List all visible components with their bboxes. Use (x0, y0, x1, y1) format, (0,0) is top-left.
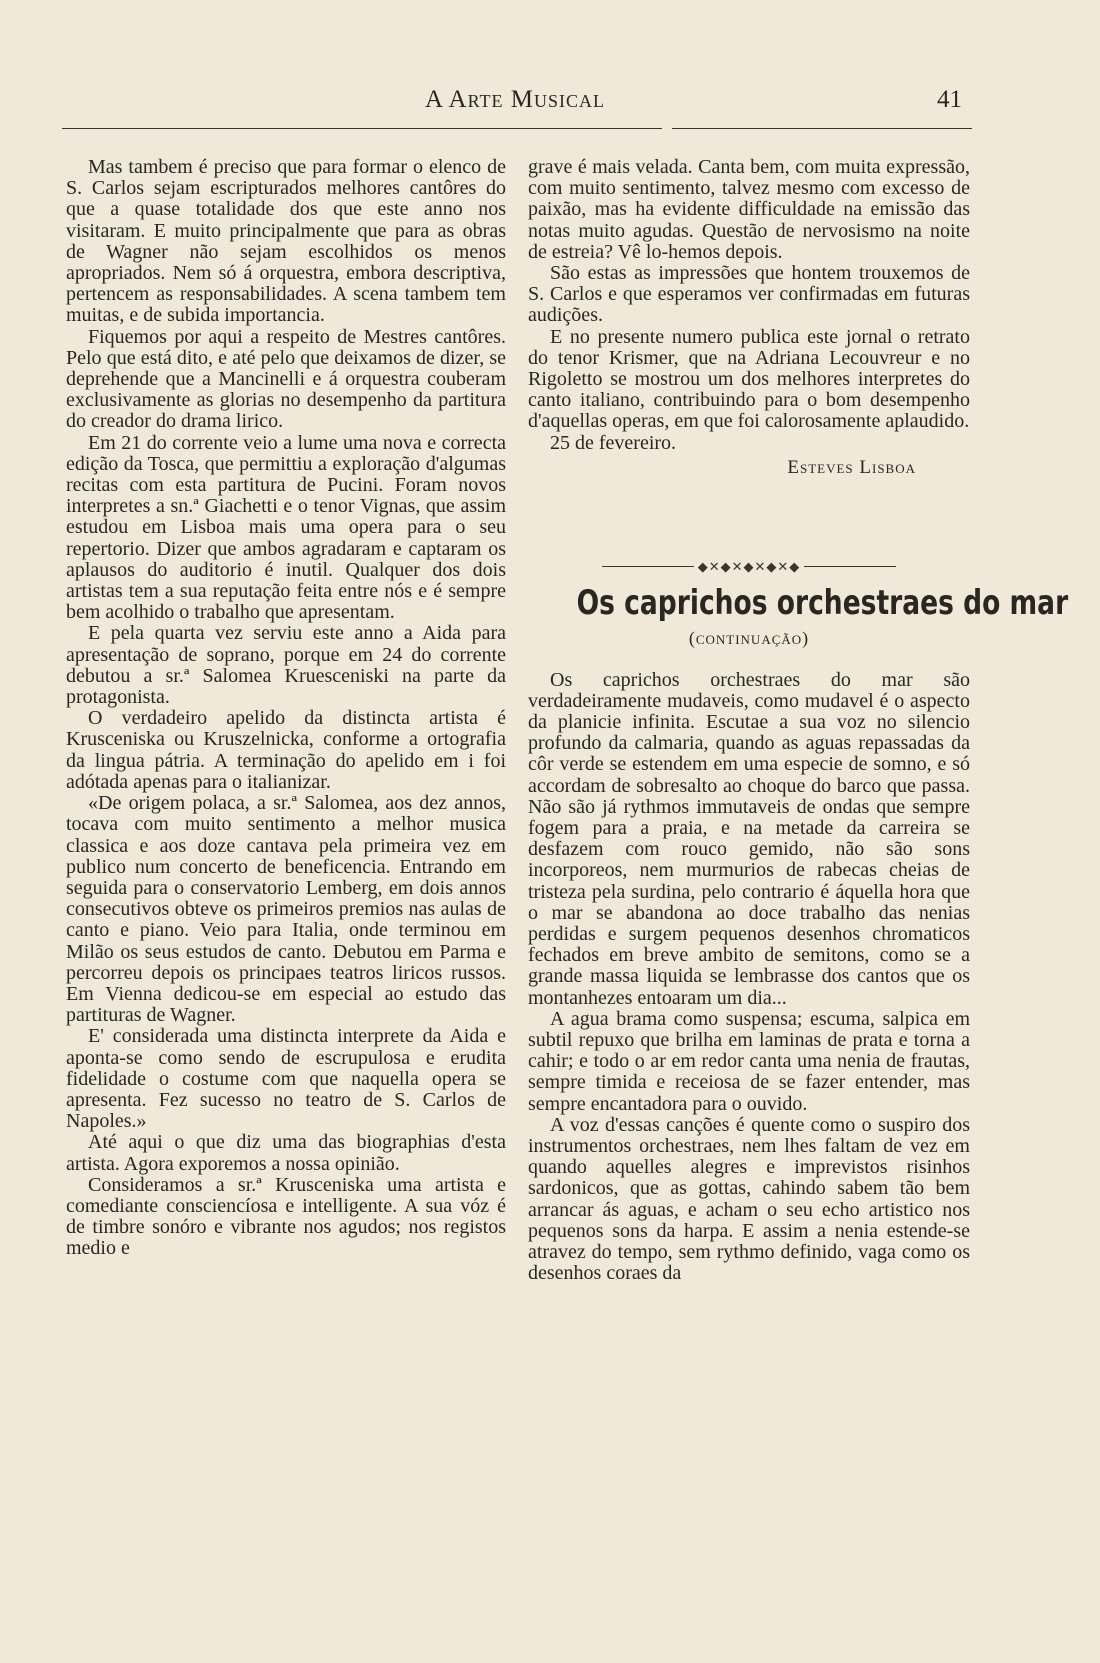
paragraph: E pela quarta vez serviu este anno a Aida para apresentação de soprano, porque em 24 do corrente debutou a sr.ª Salomea Kruesceniski na parte da protagonista. (66, 622, 506, 709)
paragraph: O verdadeiro apelido da distincta artista é Krusceniska ou Kruszelnicka, conforme a ortografia da lingua pátria. A terminação do apelido em i foi adótada apenas para o italianizar. (66, 707, 506, 793)
ornament-line-right (804, 566, 896, 567)
article-subtitle: (continuação) (688, 628, 810, 649)
page-number: 41 (937, 86, 962, 113)
paragraph: Até aqui o que diz uma das biographias d'esta artista. Agora exporemos a nossa opinião. (66, 1131, 506, 1175)
paragraph: A agua brama como suspensa; escuma, salpica em subtil repuxo que brilha em laminas de prata e torna a cahir; e todo o ar em redor canta uma nenia de frautas, sempre timida e receiosa de se fazer entender, mas sempre encantadora para o ouvido. (528, 1007, 970, 1115)
paragraph: Em 21 do corrente veio a lume uma nova e correcta edição da Tosca, que permittiu a exploração d'algumas recitas com esta partitura de Pucini. Foram novos interpretes a sn.ª Giachetti e o tenor Vignas, que assim estudou em Lisboa mais uma opera para o seu repertorio. Dizer que ambos agradaram e captaram os aplausos do auditorio é inutil. Qualquer dos dois artistas tem a sua reputação feita entre nós e é sempre bem acolhido o trabalho que apresentam. (66, 431, 506, 624)
left-column (66, 157, 506, 1260)
header-rule-right (672, 128, 972, 129)
ornament-line-left (602, 566, 694, 567)
paragraph: Fiquemos por aqui a respeito de Mestres cantôres. Pelo que está dito, e até pelo que deixamos de dizer, se deprehende que a Mancinelli e á orquestra couberam exclusivamente as glorias no desempenho da partitura do creador do drama lirico. (66, 325, 506, 433)
paragraph: Mas tambem é preciso que para formar o elenco de S. Carlos sejam escripturados melhores cantôres do que a quase totalidade dos que este anno nos visitaram. E muito principalmente que para as obras de Wagner não sejam escolhidos os menos apropriados. Nem só á orquestra, embora descriptiva, pertencem as responsabilidades. A scena tambem tem muitas, e de subida importancia. (66, 156, 506, 327)
ornament-glyphs: ◆✕◆✕◆✕◆✕◆ (697, 559, 801, 574)
right-column (528, 157, 1069, 1285)
journal-title: A Arte Musical (425, 86, 605, 113)
header-rule-left (62, 128, 662, 129)
page-header (62, 86, 968, 116)
article-title: Os caprichos orchestraes do mar (576, 583, 1069, 624)
paragraph: grave é mais velada. Canta bem, com muita expressão, com muito sentimento, talvez mesmo com excesso de paixão, mas ha evidente difficuldade na emissão das notas muito agudas. Questão de nervosismo na noite de estreia? Vê lo-hemos depois. (528, 157, 970, 263)
paragraph: São estas as impressões que hontem trouxemos de S. Carlos e que esperamos ver confirmadas em futuras audições. (528, 262, 970, 327)
paragraph: E no presente numero publica este jornal o retrato do tenor Krismer, que na Adriana Lecouvreur e no Rigoletto se mostrou um dos melhores interpretes do canto italiano, contribuindo para o bom desempenho d'aquellas operas, em que foi calorosamente aplaudido. (528, 325, 970, 433)
paragraph: E' considerada uma distincta interprete da Aida e aponta-se como sendo de escrupulosa e erudita fidelidade o costume com que naquella opera se apresenta. Fez sucesso no teatro de S. Carlos de Napoles.» (66, 1025, 506, 1133)
review-conclusion (528, 157, 970, 542)
dateline: 25 de fevereiro. (550, 431, 677, 454)
section-ornament (528, 556, 970, 577)
paragraph: «De origem polaca, a sr.ª Salomea, aos dez annos, tocava com muito sentimento a melhor musica classica e aos doze cantava pela primeira vez em publico num concerto de beneficencia. Entrando em seguida para o conservatorio Lemberg, em dois annos consecutivos obteve os primeiros premios nas aulas de canto e piano. Veio para Italia, onde terminou em Milão os seus estudos de canto. Debutou em Parma e percorreu depois os principaes teatros liricos russos. Em Vienna dedicou-se em especial ao estudo das partituras de Wagner. (66, 792, 506, 1027)
paragraph: Os caprichos orchestraes do mar são verdadeiramente mudaveis, como mudavel é o aspecto da planicie infinita. Escutae a sua voz no silencio profundo da calmaria, quando as aguas repassadas da côr verde se estendem em uma especie de somno, e só accordam de sobresalto ao choque do barco que passa. Não são já rythmos immutaveis de ondas que sempre fogem para a praia, e na metade da carreira se desfazem com rouco gemido, não são sons incorporeos, nem murmurios de rabecas cheias de tristeza pela surdina, pelo contrario é áquella hora que o mar se abandona ao doce trabalho das nenias perdidas e surgem pequenos desenhos chromaticos fechados em breve ambito de semitons, como se a grande massa liquida se lembrasse dos cantos que os montanhezes entoaram um dia... (528, 668, 970, 1009)
paragraph: A voz d'essas canções é quente como o suspiro dos instrumentos orchestraes, nem lhes faltam de vez em quando aquelles alegres e imprevistos risinhos sardonicos, que as gottas, cahindo sabem tão bem arrancar ás aguas, e acham o seu echo artistico nos pequenos sons da harpa. E assim a nenia estende-se atravez do tempo, sem rythmo definido, vaga como os desenhos coraes da (528, 1113, 970, 1285)
author-signature: Esteves Lisboa (787, 456, 916, 478)
paragraph: Consideramos a sr.ª Krusceniska uma artista e comediante consciencíosa e intelligente. A sua vóz é de timbre sonóro e vibrante nos agudos; nos registos medio e (66, 1173, 506, 1260)
